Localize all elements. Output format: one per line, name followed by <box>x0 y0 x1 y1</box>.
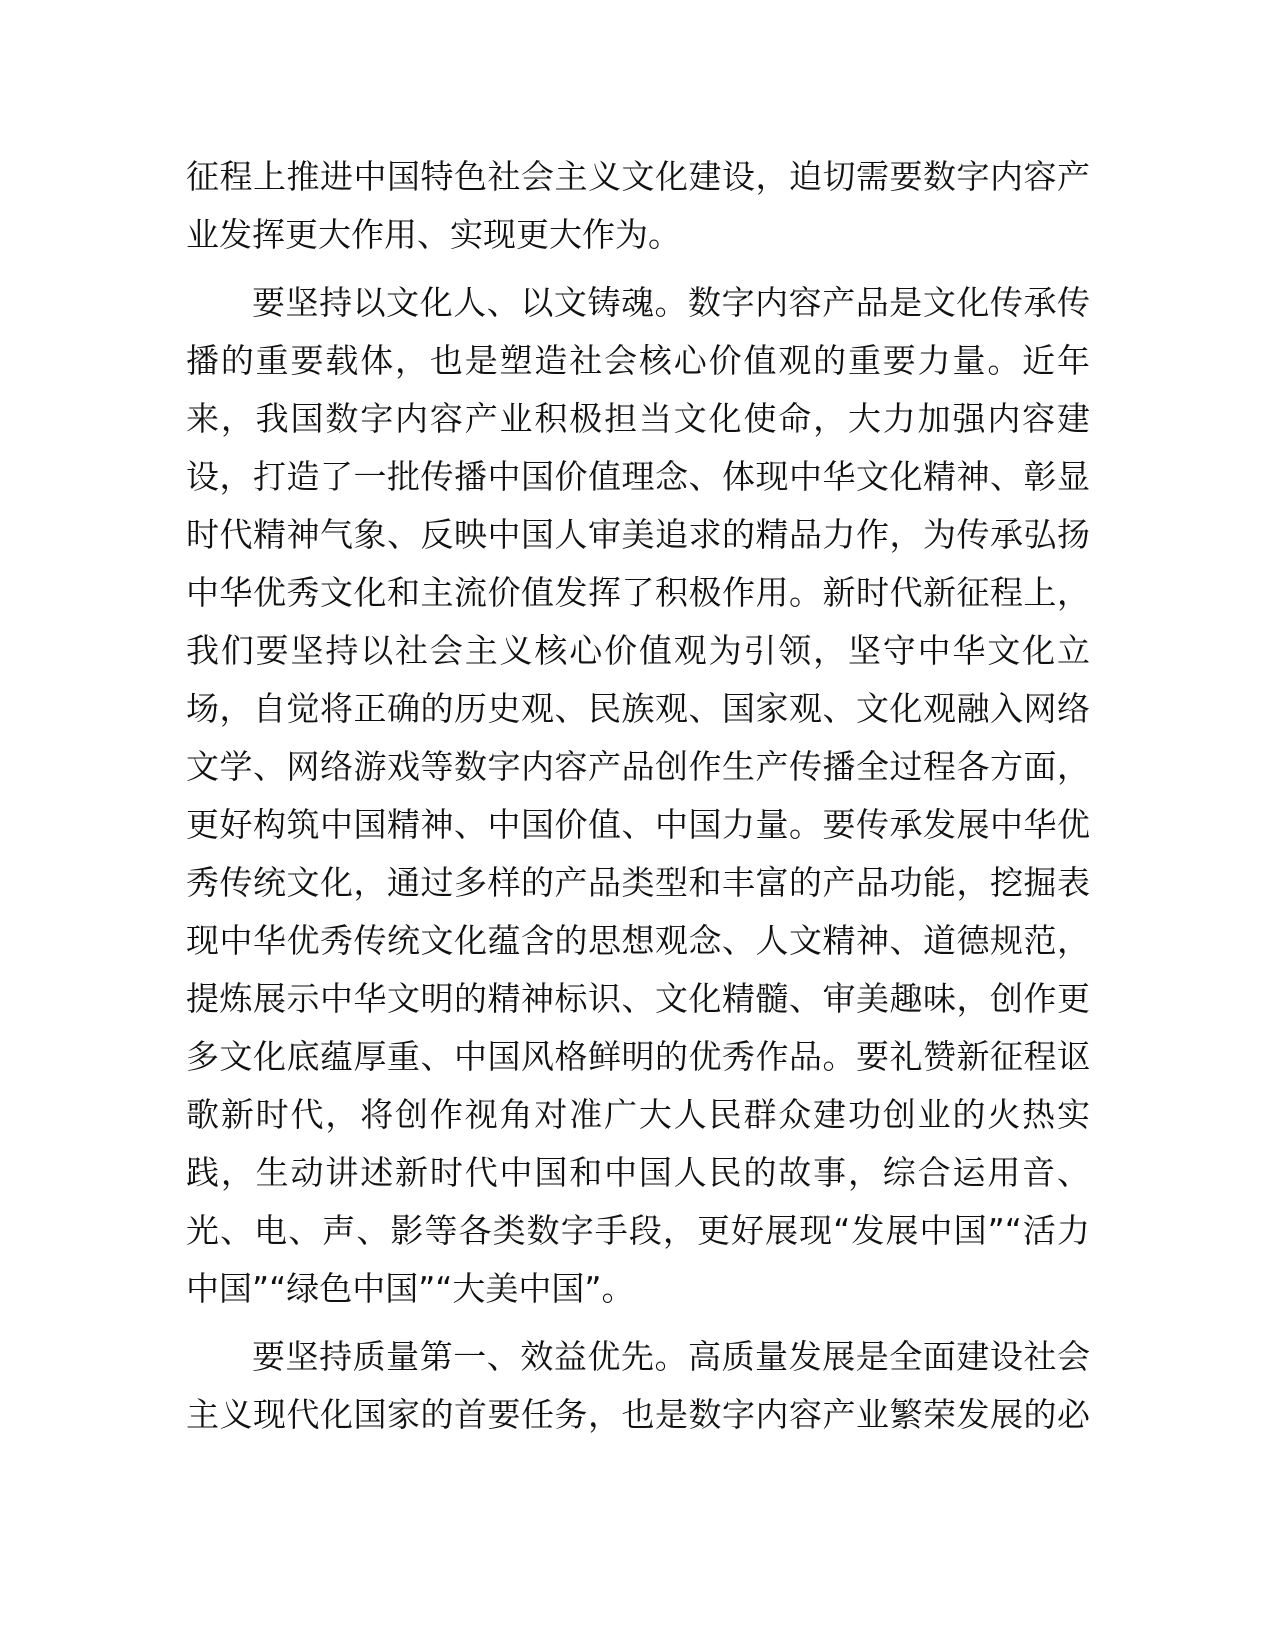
text-line: 场，自觉将正确的历史观、民族观、国家观、文化观融入网络 <box>186 689 1090 728</box>
text-line: 业发挥更大作用、实现更大作为。 <box>186 215 681 254</box>
text-line: 中华优秀文化和主流价值发挥了积极作用。新时代新征程上， <box>186 573 1090 612</box>
text-line: 我们要坚持以社会主义核心价值观为引领，坚守中华文化立 <box>186 631 1090 670</box>
text-line: 来，我国数字内容产业积极担当文化使命，大力加强内容建 <box>186 399 1090 438</box>
text-line: 要坚持质量第一、效益优先。高质量发展是全面建设社会 <box>252 1337 1090 1376</box>
text-line: 播的重要载体，也是塑造社会核心价值观的重要力量。近年 <box>186 341 1090 380</box>
text-line: 时代精神气象、反映中国人审美追求的精品力作，为传承弘扬 <box>186 515 1090 554</box>
document-body <box>186 148 1090 1444</box>
text-line: 提炼展示中华文明的精神标识、文化精髓、审美趣味，创作更 <box>186 979 1090 1018</box>
paragraph-gap <box>186 1318 1090 1328</box>
text-line: 设，打造了一批传播中国价值理念、体现中华文化精神、彰显 <box>186 457 1090 496</box>
text-line: 多文化底蕴厚重、中国风格鲜明的优秀作品。要礼赞新征程讴 <box>186 1037 1090 1076</box>
text-line: 光、电、声、影等各类数字手段，更好展现“发展中国”“活力 <box>186 1211 1090 1250</box>
text-line: 征程上推进中国特色社会主义文化建设，迫切需要数字内容产 <box>186 157 1090 196</box>
text-line: 现中华优秀传统文化蕴含的思想观念、人文精神、道德规范， <box>186 921 1090 960</box>
text-line: 要坚持以文化人、以文铸魂。数字内容产品是文化传承传 <box>252 283 1090 322</box>
text-line: 中国”“绿色中国”“大美中国”。 <box>186 1269 635 1308</box>
paragraph-gap <box>186 264 1090 274</box>
text-line: 歌新时代，将创作视角对准广大人民群众建功创业的火热实 <box>186 1095 1090 1134</box>
text-line: 秀传统文化，通过多样的产品类型和丰富的产品功能，挖掘表 <box>186 863 1090 902</box>
paragraph-2 <box>186 274 1090 1318</box>
text-line: 更好构筑中国精神、中国价值、中国力量。要传承发展中华优 <box>186 805 1090 844</box>
text-line: 文学、网络游戏等数字内容产品创作生产传播全过程各方面， <box>186 747 1090 786</box>
paragraph-3 <box>186 1328 1090 1444</box>
paragraph-1 <box>186 148 1090 264</box>
text-line: 践，生动讲述新时代中国和中国人民的故事，综合运用音、 <box>186 1153 1090 1192</box>
text-line: 主义现代化国家的首要任务，也是数字内容产业繁荣发展的必 <box>186 1395 1090 1434</box>
